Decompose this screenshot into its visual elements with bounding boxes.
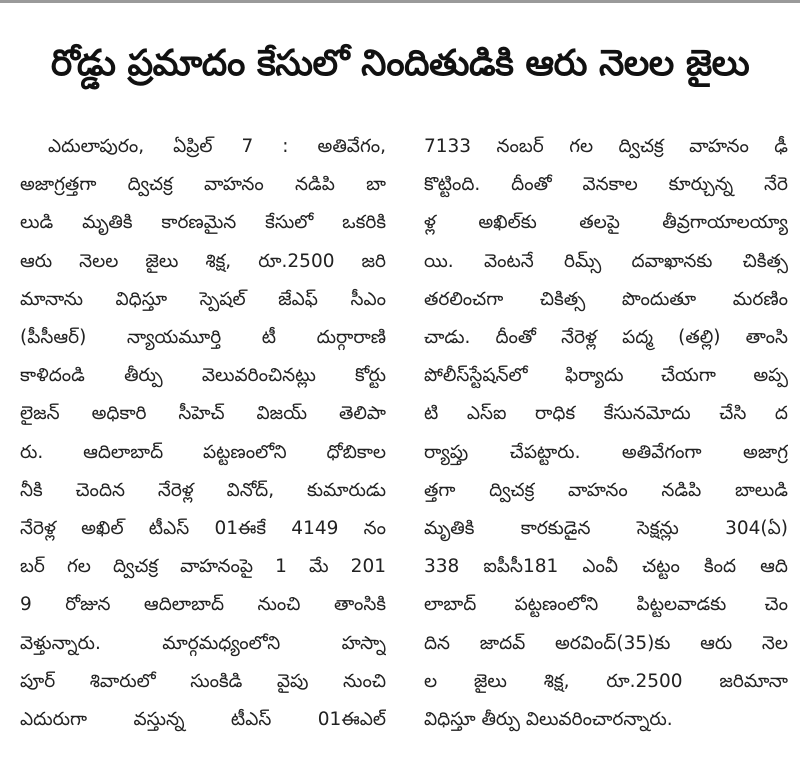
article-line: ఆరు నెలల జైలు శిక్ష, రూ.2500 జరి	[20, 250, 386, 272]
article-line: ర్యాప్తు చేపట్టారు. అతివేగంగా అజాగ్ర	[424, 441, 788, 463]
article-line: కొట్టింది. దీంతో వెనకాల కూర్చున్న నేరె	[424, 174, 788, 196]
article-line: ళ్ల అఖిల్‌కు తలపై తీవ్రగాయాలయ్యా	[424, 212, 788, 234]
article-line: టి ఎస్ఐ రాధిక కేసునమోదు చేసి ద	[424, 403, 788, 425]
article-line: మృతికి కారకుడైన సెక్షన్లు 304(ఏ)	[424, 518, 788, 540]
article-line: దిన జాదవ్ అరవింద్(35)కు ఆరు నెల	[424, 632, 788, 654]
article-line: రు. ఆదిలాబాద్ పట్టణంలోని ధోబికాల	[20, 441, 386, 463]
article-line: యి. వెంటనే రిమ్స్ దవాఖానకు చికిత్స	[424, 250, 788, 272]
article-line: చాడు. దీంతో నేరెళ్ల పద్మ (తల్లి) తాంసి	[424, 327, 788, 349]
article-line: లుడి మృతికి కారణమైన కేసులో ఒకరికి	[20, 212, 386, 234]
article-line: బర్ గల ద్విచక్ర వాహనంపై 1 మే 201	[20, 556, 386, 578]
article-line: 7133 నంబర్ గల ద్విచక్ర వాహనం ఢీ	[424, 136, 788, 157]
article-line: ఎదురుగా వస్తున్న టీఎస్ 01ఈఎల్	[20, 709, 386, 731]
article-line: లైజన్ అధికారి సీహెచ్ విజయ్ తెలిపా	[20, 403, 386, 425]
article-line: నీకి చెందిన నేరెళ్ల వినోద్, కుమారుడు	[20, 479, 386, 501]
top-divider	[0, 0, 800, 3]
article-line: పూర్ శివారులో సుంకిడి వైపు నుంచి	[20, 670, 386, 692]
article-line: ల జైలు శిక్ష, రూ.2500 జరిమానా	[424, 670, 788, 692]
headline: రోడ్డు ప్రమాదం కేసులో నిందితుడికి ఆరు నెలల జైలు	[50, 43, 750, 84]
article-line: అజాగ్రత్తగా ద్విచక్ర వాహనం నడిపి బా	[20, 174, 386, 196]
article-line: నేరెళ్ల అఖిల్ టీఎస్ 01ఈకే 4149 నం	[20, 518, 386, 540]
article-line: కాళిదండి తీర్పు వెలువరించినట్లు కోర్టు	[20, 365, 386, 387]
article-line: లాబాద్ పట్టణంలోని పిట్టలవాడకు చెం	[424, 594, 788, 616]
article-line: తరలించగా చికిత్స పొందుతూ మరణిం	[424, 288, 788, 310]
article-column-left	[20, 128, 386, 739]
article-line: విధిస్తూ తీర్పు విలువరించారన్నారు.	[424, 709, 673, 731]
article-line: పోలీస్‌స్టేషన్‌లో ఫిర్యాదు చేయగా అప్ప	[424, 365, 788, 387]
article-column-right	[424, 128, 788, 739]
article-line: వెళ్తున్నారు. మార్గమధ్యంలోని హస్నా	[20, 632, 386, 654]
article-line: త్తగా ద్విచక్ర వాహనం నడిపి బాలుడి	[424, 479, 788, 501]
article-line: (పీసీఆర్) న్యాయమూర్తి టీ దుర్గారాణి	[20, 327, 386, 349]
article-line: 338 ఐపీసీ181 ఎంవీ చట్టం కింద ఆది	[424, 556, 788, 578]
article-line: 9 రోజున ఆదిలాబాద్ నుంచి తాంసికి	[20, 594, 386, 616]
article-line: ఎదులాపురం, ఏప్రిల్ 7 : అతివేగం,	[48, 136, 386, 157]
article-line: మానాను విధిస్తూ స్పెషల్ జేఎఫ్ సీఎం	[20, 288, 386, 310]
